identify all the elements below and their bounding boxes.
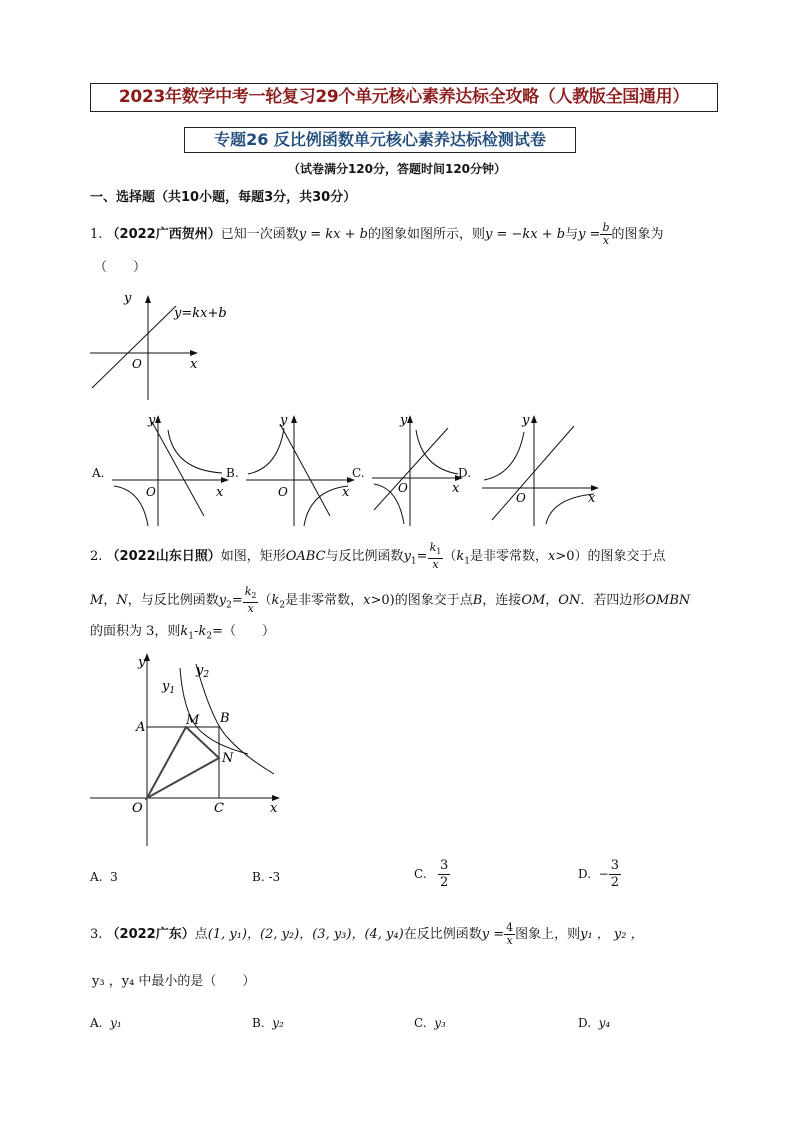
q2-label-a: A xyxy=(136,720,146,735)
q2-option-a[interactable]: A. 3 xyxy=(90,870,118,884)
q1-main-graph xyxy=(88,292,268,402)
q1-text-b: 的图象如图所示，则 xyxy=(367,227,485,242)
svg-text:x: x xyxy=(342,485,350,500)
q1-line-label: y=kx+b xyxy=(174,306,227,321)
q1-eq3: y = xyxy=(578,227,601,242)
q2-label-n: N xyxy=(222,751,234,766)
q2-option-b[interactable]: B. -3 xyxy=(252,870,281,884)
question-1-text xyxy=(90,222,664,247)
q3-source: （2022广东） xyxy=(106,927,195,942)
q1-option-c-graph[interactable] xyxy=(368,410,468,528)
q2-figure xyxy=(88,650,288,850)
q1-option-d-label[interactable]: D. xyxy=(458,466,472,480)
q1-number: 1. xyxy=(90,227,103,242)
q2-label-c: C xyxy=(214,801,224,816)
question-2-line-1: 2. （2022山东日照）如图，矩形OABC与反比例函数$y_1=$ $\frac{k_1}{x}$ （$k_1$是非零常数，x>0）的图象交于点 xyxy=(90,541,666,572)
exam-info: （试卷满分120分，答题时间120分钟） xyxy=(287,162,507,176)
q2-label-b: B xyxy=(220,711,230,726)
q3-option-b[interactable]: B. y₂ xyxy=(252,1016,284,1030)
q1-option-a-label[interactable]: A. xyxy=(92,466,105,480)
q1-option-a-graph[interactable] xyxy=(108,410,238,528)
question-3-line-1: 3. （2022广东）点(1, y₁)，(2, y₂)，(3, y₃)，(4, y₄)在反比例函数y = $\frac{4}{x}$ 图象上，则y₁ ， y₂ ， xyxy=(90,921,644,947)
q1-text-a: 已知一次函数 xyxy=(220,227,299,242)
svg-text:O: O xyxy=(516,491,526,505)
svg-text:y: y xyxy=(400,413,408,428)
q1-option-c-label[interactable]: C. xyxy=(352,466,365,480)
q3-option-c[interactable]: C. y₃ xyxy=(414,1016,446,1030)
svg-text:y: y xyxy=(280,413,288,428)
q2-label-o: O xyxy=(132,801,143,816)
q1-text-c: 与 xyxy=(565,227,579,242)
svg-text:O: O xyxy=(398,481,408,495)
q1-option-b-label[interactable]: B. xyxy=(226,466,239,480)
svg-text:y: y xyxy=(522,413,530,428)
q1-x-axis-label: x xyxy=(190,357,198,372)
question-2-line-2: M，N，与反比例函数$y_2=$ $\frac{k_2}{x}$ （$k_2$是非零常数，x>0)的图象交于点B，连接OM，ON．若四边形OMBN xyxy=(90,585,691,616)
q2-label-m: M xyxy=(186,713,200,728)
q1-text-d: 的图象为 xyxy=(611,227,664,242)
q2-option-d[interactable]: D. − $\frac{3}{2}$ xyxy=(578,858,619,890)
q3-option-d[interactable]: D. y₄ xyxy=(578,1016,611,1030)
q2-label-x: x xyxy=(270,801,278,816)
question-2-line-3: 的面积为 3，则$k_1-k_2=$（ ） xyxy=(90,624,275,642)
section-heading: 一、选择题（共10小题，每题3分，共30分） xyxy=(90,190,357,205)
q1-source: （2022广西贺州） xyxy=(106,227,221,242)
q3-option-a[interactable]: A. y₁ xyxy=(90,1016,122,1030)
q2-option-c[interactable]: C. $\frac{3}{2}$ xyxy=(414,858,449,890)
document-title: 2023年数学中考一轮复习29个单元核心素养达标全攻略（人教版全国通用） xyxy=(90,83,718,112)
q2-source: （2022山东日照） xyxy=(106,549,221,565)
svg-text:O: O xyxy=(278,485,288,499)
svg-text:x: x xyxy=(216,485,224,500)
question-3-line-2: y₃ ，y₄ 中最小的是（ ） xyxy=(92,974,256,989)
svg-text:x: x xyxy=(588,491,596,506)
topic-title: 专题26 反比例函数单元核心素养达标检测试卷 xyxy=(184,127,576,153)
q1-eq2: y = −kx + b xyxy=(484,227,566,242)
q1-origin-label: O xyxy=(132,357,142,371)
q2-label-y2: $y_2$ xyxy=(196,663,210,680)
q1-y-axis-label: y xyxy=(124,292,132,306)
q1-eq1: y = kx + b xyxy=(298,227,368,242)
q1-answer-paren: （ ） xyxy=(94,260,147,275)
q1-fraction: $\frac{b}{x}$ xyxy=(602,221,610,247)
svg-text:y: y xyxy=(148,413,156,428)
svg-text:O: O xyxy=(146,485,156,499)
svg-text:x: x xyxy=(452,481,460,496)
q1-option-b-graph[interactable] xyxy=(244,410,364,528)
q1-option-d-graph[interactable] xyxy=(478,410,608,528)
q2-label-y1: $y_1$ xyxy=(162,679,176,696)
q2-label-y: y xyxy=(138,655,146,670)
